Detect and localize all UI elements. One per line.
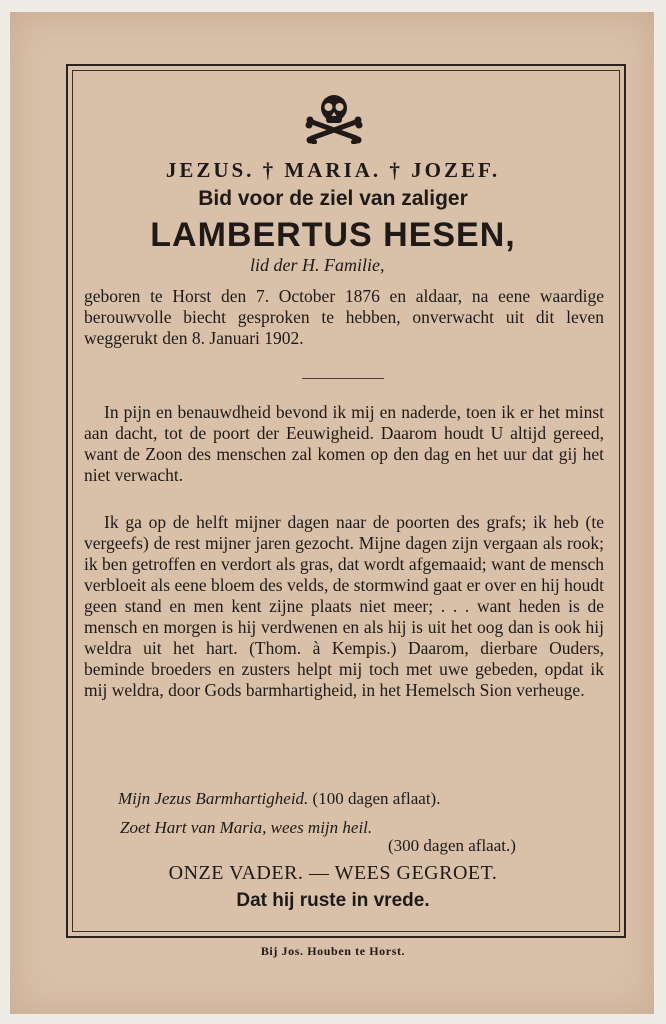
- biography-paragraph: geboren te Horst den 7. October 1876 en aldaar, na eene waardige berouwvolle biecht gesproken te hebben, onverwacht uit dit leven weggerukt den 8. Januari 1902.: [84, 286, 604, 348]
- deceased-name: LAMBERTUS HESEN,: [150, 216, 516, 254]
- prayer-line-1-text: Mijn Jezus Barmhartigheid.: [118, 789, 309, 808]
- closing-prayers: ONZE VADER. — WEES GEGROET.: [168, 862, 498, 884]
- invocation: JEZUS. † MARIA. † JOZEF.: [165, 158, 501, 182]
- prayer-line-2-indulgence: (300 dagen aflaat.): [388, 836, 516, 855]
- reflection-paragraph: In pijn en benauwdheid bevond ik mij en naderde, toen ik er het minst aan dacht, tot de poort der Eeuwigheid. Daarom houdt U altijd gereed, want de Zoon des menschen zal komen op den dag en het uur dat gij het niet verwacht.: [84, 402, 604, 485]
- quotation-paragraph: Ik ga op de helft mijner dagen naar de poorten des grafs; ik heb (te vergeefs) de rest mijner jaren gezocht. Mijne dagen zijn vergaan als rook; ik ben getroffen en verdort als gras, dat wordt afgemaaid; want de mensch verbloeit als eene bloem des velds, de stormwind gaat er over en hij houdt geen stand en men kent zijne plaats niet meer; . . . want heden is de mensch en morgen is hij verdwenen en als hij is uit het oog dan is ook hij weldra uit het hart. (Thom. à Kempis.) Daarom, dierbare Ouders, beminde broeders en zusters helpt mij toch met uwe gebeden, opdat ik mij weldra, door Gods barmhartigheid, in het Hemelsch Sion verheuge.: [84, 512, 604, 700]
- printer-credit: Bij Jos. Houben te Horst.: [260, 944, 406, 958]
- skull-crossbones-icon: [302, 92, 366, 144]
- membership-line: lid der H. Familie,: [250, 255, 385, 275]
- rest-in-peace: Dat hij ruste in vrede.: [236, 890, 430, 911]
- prayer-line-2-text: Zoet Hart van Maria, wees mijn heil.: [120, 818, 373, 837]
- prayer-line-1: [118, 789, 440, 809]
- prayer-intro: Bid voor de ziel van zaliger: [198, 187, 468, 210]
- prayer-line-1-indulgence: (100 dagen aflaat).: [312, 789, 441, 808]
- divider: [302, 378, 384, 379]
